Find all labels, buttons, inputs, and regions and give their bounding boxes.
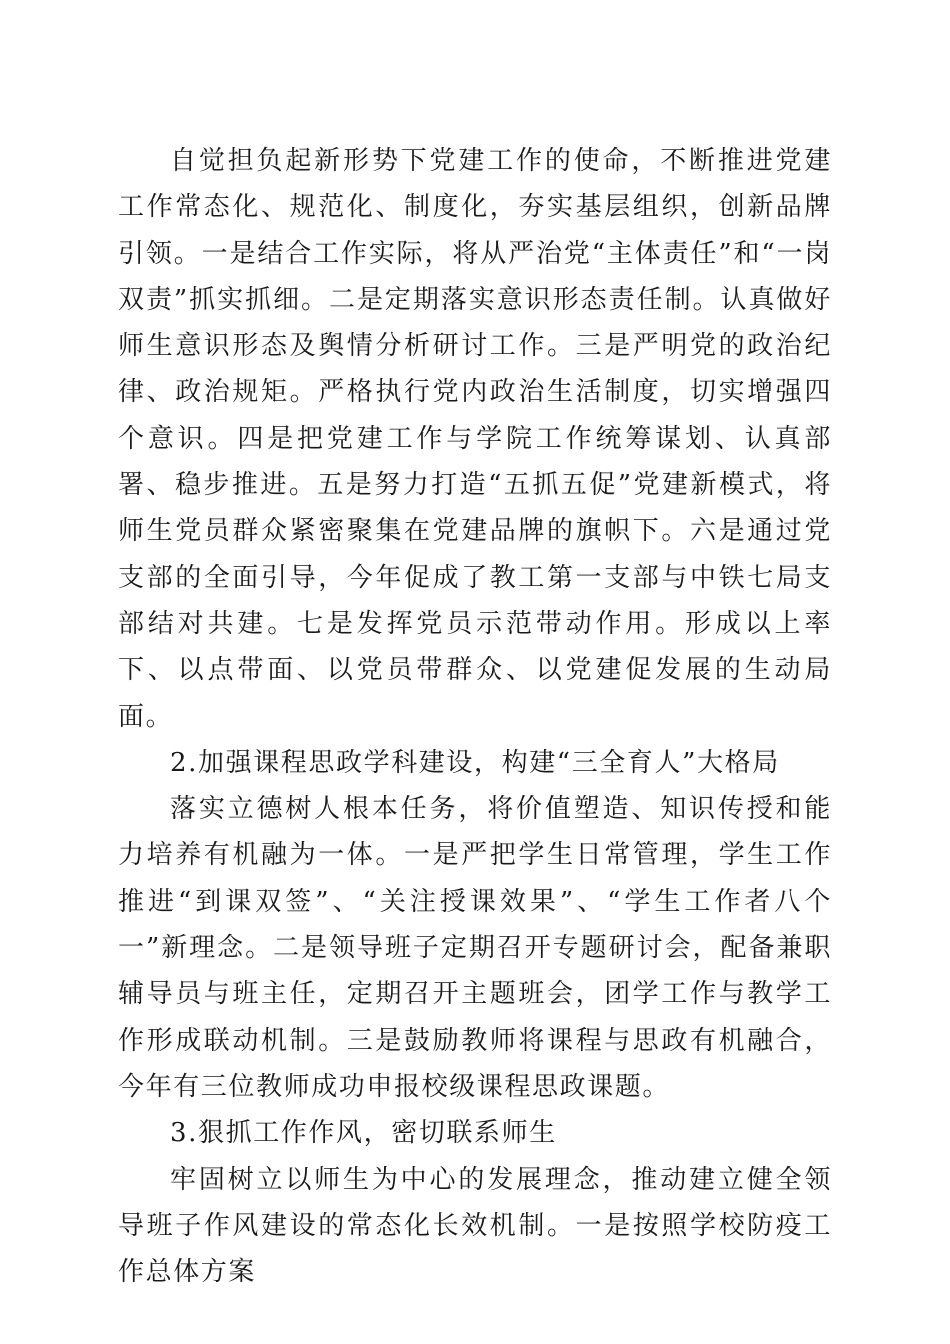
section-heading-3: 3.狠抓工作作风，密切联系师生 bbox=[170, 1118, 557, 1149]
paragraph-work-style: 牢固树立以师生为中心的发展理念，推动建立健全领导班子作风建设的常态化长效机制。一是按照学校防疫工作总体方案 bbox=[118, 1164, 832, 1288]
document-body bbox=[118, 138, 832, 1295]
paragraph-party-building: 自觉担负起新形势下党建工作的使命，不断推进党建工作常态化、规范化、制度化，夯实基层组织，创新品牌引领。一是结合工作实际，将从严治党“主体责任”和“一岗双责”抓实抓细。二是定期落实意识形态责任制。认真做好师生意识形态及舆情分析研讨工作。三是严明党的政治纪律、政治规矩。严格执行党内政治生活制度，切实增强四个意识。四是把党建工作与学院工作统筹谋划、认真部署、稳步推进。五是努力打造“五抓五促”党建新模式，将师生党员群众紧密聚集在党建品牌的旗帜下。六是通过党支部的全面引导，今年促成了教工第一支部与中铁七局支部结对共建。七是发挥党员示范带动作用。形成以上率下、以点带面、以党员带群众、以党建促发展的生动局面。 bbox=[118, 146, 832, 732]
paragraph-curriculum: 落实立德树人根本任务，将价值塑造、知识传授和能力培养有机融为一体。一是严把学生日常管理，学生工作推进“到课双签”、“关注授课效果”、“学生工作者八个一”新理念。二是领导班子定期召开专题研讨会，配备兼职辅导员与班主任，定期召开主题班会，团学工作与教学工作形成联动机制。三是鼓励教师将课程与思政有机融合，今年有三位教师成功申报校级课程思政课题。 bbox=[118, 794, 832, 1102]
section-heading-2: 2.加强课程思政学科建设，构建“三全育人”大格局 bbox=[170, 747, 780, 778]
